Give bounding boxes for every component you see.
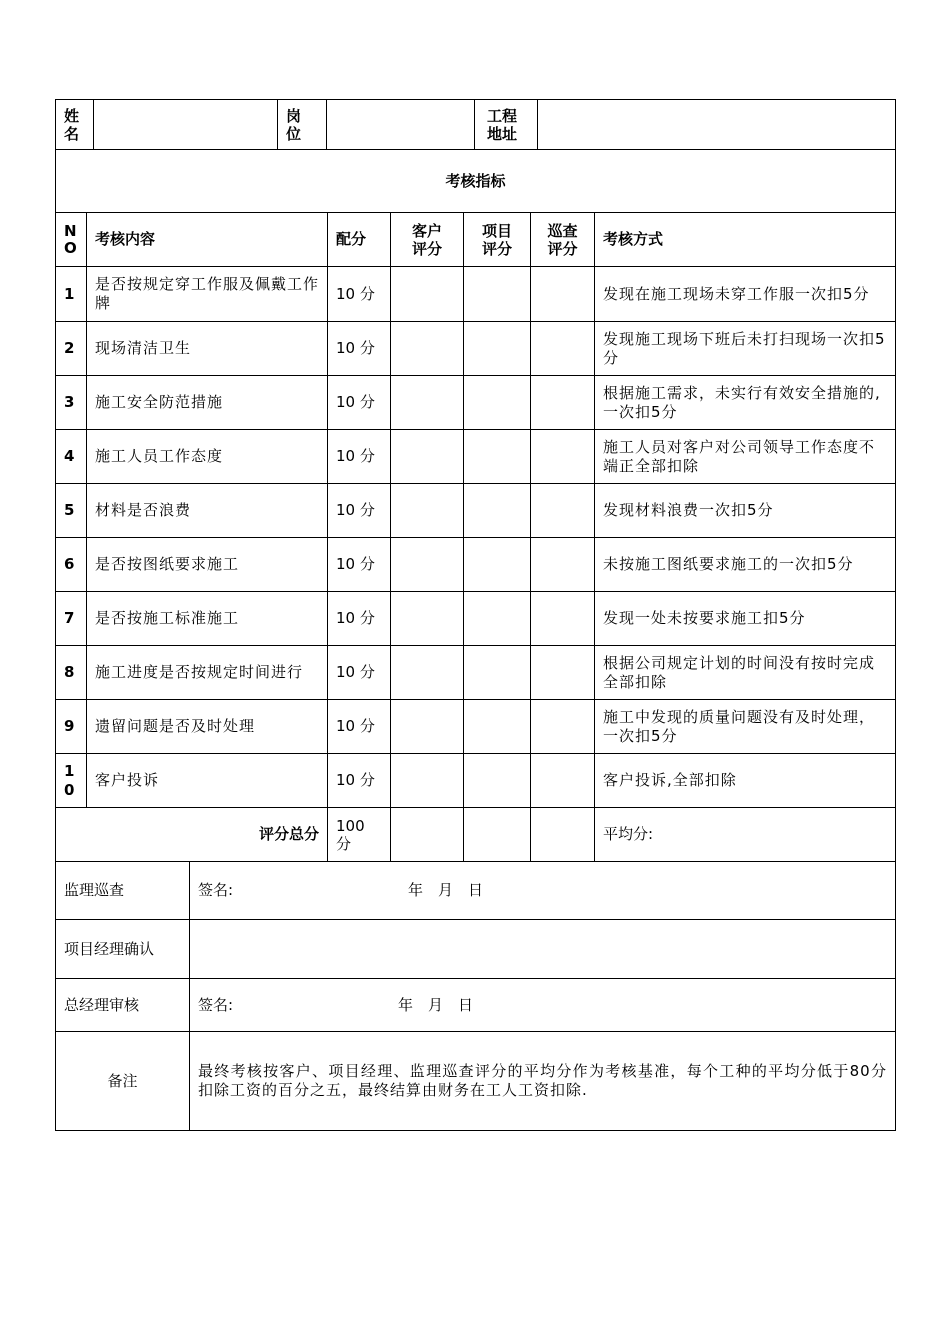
project-score-cell[interactable] [464, 592, 531, 646]
patrol-score-cell[interactable] [531, 430, 595, 484]
remarks-label: 备注 [56, 1032, 190, 1131]
row-score: 10 分 [328, 322, 391, 376]
client-score-cell[interactable] [391, 754, 464, 808]
name-value[interactable] [94, 100, 278, 150]
pm-confirm-cell[interactable] [190, 920, 896, 979]
patrol-score-cell[interactable] [531, 592, 595, 646]
row-content: 遗留问题是否及时处理 [87, 700, 328, 754]
project-score-cell[interactable] [464, 376, 531, 430]
column-header-client: 客户评分 [391, 213, 464, 267]
column-header-content: 考核内容 [87, 213, 328, 267]
patrol-score-cell[interactable] [531, 754, 595, 808]
total-label: 评分总分 [56, 808, 328, 862]
row-score: 10 分 [328, 700, 391, 754]
supervision-label: 监理巡查 [56, 862, 190, 920]
header-table [55, 99, 896, 150]
row-score: 10 分 [328, 646, 391, 700]
row-method: 客户投诉,全部扣除 [595, 754, 896, 808]
average-label: 平均分: [595, 808, 896, 862]
row-content: 现场清洁卫生 [87, 322, 328, 376]
table-row [56, 700, 896, 754]
row-method: 根据施工需求，未实行有效安全措施的,一次扣5分 [595, 376, 896, 430]
supervision-sign-label: 签名: [198, 881, 234, 899]
row-no: 10 [56, 754, 87, 808]
row-content: 材料是否浪费 [87, 484, 328, 538]
row-method: 根据公司规定计划的时间没有按时完成全部扣除 [595, 646, 896, 700]
row-content: 客户投诉 [87, 754, 328, 808]
table-row [56, 646, 896, 700]
patrol-score-cell[interactable] [531, 322, 595, 376]
table-row [56, 376, 896, 430]
row-score: 10 分 [328, 430, 391, 484]
post-value[interactable] [327, 100, 475, 150]
row-score: 10 分 [328, 376, 391, 430]
project-score-cell[interactable] [464, 267, 531, 322]
patrol-score-cell[interactable] [531, 646, 595, 700]
table-row [56, 484, 896, 538]
client-score-cell[interactable] [391, 646, 464, 700]
client-score-cell[interactable] [391, 376, 464, 430]
gm-review-label: 总经理审核 [56, 979, 190, 1032]
total-row [56, 808, 896, 862]
gm-sign-cell[interactable] [190, 979, 896, 1032]
row-no: 8 [56, 646, 87, 700]
row-content: 是否按图纸要求施工 [87, 538, 328, 592]
patrol-score-cell[interactable] [531, 538, 595, 592]
column-header-project: 项目评分 [464, 213, 531, 267]
table-row [56, 592, 896, 646]
supervision-sign-cell[interactable] [190, 862, 896, 920]
column-header-score: 配分 [328, 213, 391, 267]
patrol-score-cell[interactable] [531, 376, 595, 430]
table-row [56, 430, 896, 484]
row-method: 发现材料浪费一次扣5分 [595, 484, 896, 538]
row-score: 10 分 [328, 592, 391, 646]
remarks-text: 最终考核按客户、项目经理、监理巡查评分的平均分作为考核基准，每个工种的平均分低于80分扣除工资的百分之五，最终结算由财务在工人工资扣除. [190, 1032, 896, 1131]
row-method: 发现在施工现场未穿工作服一次扣5分 [595, 267, 896, 322]
row-score: 10 分 [328, 484, 391, 538]
client-score-cell[interactable] [391, 430, 464, 484]
client-score-cell[interactable] [391, 538, 464, 592]
client-total-cell[interactable] [391, 808, 464, 862]
row-score: 10 分 [328, 754, 391, 808]
client-score-cell[interactable] [391, 700, 464, 754]
row-no: 1 [56, 267, 87, 322]
assessment-sheet [55, 99, 895, 1131]
client-score-cell[interactable] [391, 592, 464, 646]
patrol-score-cell[interactable] [531, 267, 595, 322]
row-content: 施工进度是否按规定时间进行 [87, 646, 328, 700]
project-score-cell[interactable] [464, 646, 531, 700]
row-content: 是否按施工标准施工 [87, 592, 328, 646]
scoring-table [55, 149, 896, 862]
gm-date: 年 月 日 [398, 995, 474, 1014]
client-score-cell[interactable] [391, 322, 464, 376]
total-score: 100 分 [328, 808, 391, 862]
name-label: 姓名 [56, 100, 94, 150]
row-method: 未按施工图纸要求施工的一次扣5分 [595, 538, 896, 592]
table-row [56, 538, 896, 592]
row-score: 10 分 [328, 267, 391, 322]
patrol-score-cell[interactable] [531, 700, 595, 754]
project-score-cell[interactable] [464, 754, 531, 808]
row-no: 7 [56, 592, 87, 646]
table-row [56, 754, 896, 808]
client-score-cell[interactable] [391, 267, 464, 322]
pm-confirm-label: 项目经理确认 [56, 920, 190, 979]
column-header-method: 考核方式 [595, 213, 896, 267]
project-score-cell[interactable] [464, 700, 531, 754]
row-no: 3 [56, 376, 87, 430]
section-title: 考核指标 [56, 150, 896, 213]
row-method: 发现一处未按要求施工扣5分 [595, 592, 896, 646]
approval-table [55, 861, 896, 1131]
project-total-cell[interactable] [464, 808, 531, 862]
row-no: 4 [56, 430, 87, 484]
row-no: 6 [56, 538, 87, 592]
row-no: 9 [56, 700, 87, 754]
project-score-cell[interactable] [464, 322, 531, 376]
row-content: 施工人员工作态度 [87, 430, 328, 484]
site-value[interactable] [538, 100, 896, 150]
project-score-cell[interactable] [464, 430, 531, 484]
row-method: 施工人员对客户对公司领导工作态度不端正全部扣除 [595, 430, 896, 484]
row-content: 施工安全防范措施 [87, 376, 328, 430]
column-header-no: N O [56, 213, 87, 267]
row-content: 是否按规定穿工作服及佩戴工作牌 [87, 267, 328, 322]
row-no: 2 [56, 322, 87, 376]
project-score-cell[interactable] [464, 484, 531, 538]
post-label: 岗位 [278, 100, 327, 150]
table-row [56, 267, 896, 322]
table-row [56, 322, 896, 376]
gm-sign-label: 签名: [198, 995, 234, 1014]
patrol-score-cell[interactable] [531, 484, 595, 538]
patrol-total-cell[interactable] [531, 808, 595, 862]
column-header-patrol: 巡查评分 [531, 213, 595, 267]
client-score-cell[interactable] [391, 484, 464, 538]
supervision-date: 年 月 日 [408, 881, 484, 899]
row-score: 10 分 [328, 538, 391, 592]
row-method: 发现施工现场下班后未打扫现场一次扣5分 [595, 322, 896, 376]
row-method: 施工中发现的质量问题没有及时处理，一次扣5分 [595, 700, 896, 754]
row-no: 5 [56, 484, 87, 538]
project-score-cell[interactable] [464, 538, 531, 592]
site-label: 工程地址 [475, 100, 538, 150]
